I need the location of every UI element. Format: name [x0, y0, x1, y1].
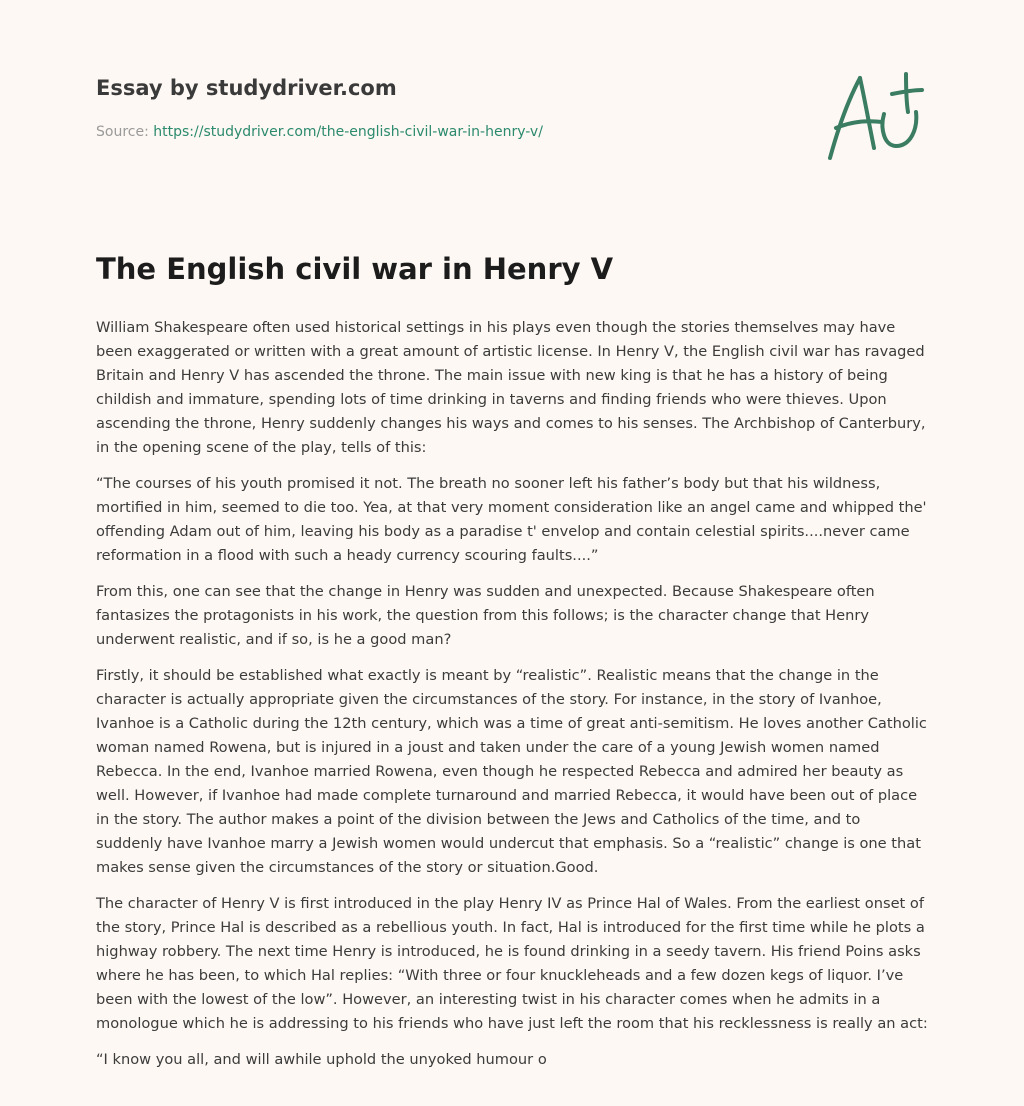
essay-paragraph: From this, one can see that the change in Henry was sudden and unexpected. Because Shakespeare often fantasizes the protagonists in his work, the question from this follows; is the character change that Henry underwent realistic, and if so, is he a good man?	[96, 583, 875, 648]
source-link[interactable]: https://studydriver.com/the-english-civil-war-in-henry-v/	[153, 124, 543, 140]
essay-paragraph: The character of Henry V is first introduced in the play Henry IV as Prince Hal of Wales. From the earliest onset of the story, Prince Hal is described as a rebellious youth. In fact, Hal is introduced for the first time while he plots a highway robbery. The next time Henry is introduced, he is found drinking in a seedy tavern. His friend Poins asks where he has been, to which Hal replies: “With three or four knuckleheads and a few dozen kegs of liquor. I’ve been with the lowest of the low”. However, an interesting twist in his character comes when he admits in a monologue which he is addressing to his friends who have just left the room that his recklessness is really an act:	[96, 895, 928, 1032]
a-plus-logo	[822, 66, 928, 166]
a-plus-grade-logo-icon	[822, 66, 928, 166]
essay-quote: “I know you all, and will awhile uphold the unyoked humour o	[96, 1051, 547, 1068]
essay-paragraph: Firstly, it should be established what exactly is meant by “realistic”. Realistic means that the change in the character is actually appropriate given the circumstances of the story. For instance, in the story of Ivanhoe, Ivanhoe is a Catholic during the 12th century, which was a time of great anti-semitism. He loves another Catholic woman named Rowena, but is injured in a joust and taken under the care of a young Jewish women named Rebecca. In the end, Ivanhoe married Rowena, even though he respected Rebecca and admired her beauty as well. However, if Ivanhoe had made complete turnaround and married Rebecca, it would have been out of place in the story. The author makes a point of the division between the Jews and Catholics of the time, and to suddenly have Ivanhoe marry a Jewish women would undercut that emphasis. So a “realistic” change is one that makes sense given the circumstances of the story or situation.Good.	[96, 667, 927, 876]
essay-paragraph: William Shakespeare often used historical settings in his plays even though the stories themselves may have been exaggerated or written with a great amount of artistic license. In Henry V, the English civil war has ravaged Britain and Henry V has ascended the throne. The main issue with new king is that he has a history of being childish and immature, spending lots of time drinking in taverns and finding friends who were thieves. Upon ascending the throne, Henry suddenly changes his ways and comes to his senses. The Archbishop of Canterbury, in the opening scene of the play, tells of this:	[96, 319, 926, 456]
essay-title: The English civil war in Henry V	[96, 252, 614, 286]
essay-body	[96, 316, 930, 1084]
site-title: Essay by studydriver.com	[96, 76, 397, 100]
source-label: Source:	[96, 124, 149, 140]
essay-quote: “The courses of his youth promised it not. The breath no sooner left his father’s body but that his wildness, mortified in him, seemed to die too. Yea, at that very moment consideration like an angel came and whipped the' offending Adam out of him, leaving his body as a paradise t' envelop and contain celestial spirits....never came reformation in a flood with such a heady currency scouring faults....”	[96, 475, 927, 564]
source-line	[96, 124, 543, 140]
